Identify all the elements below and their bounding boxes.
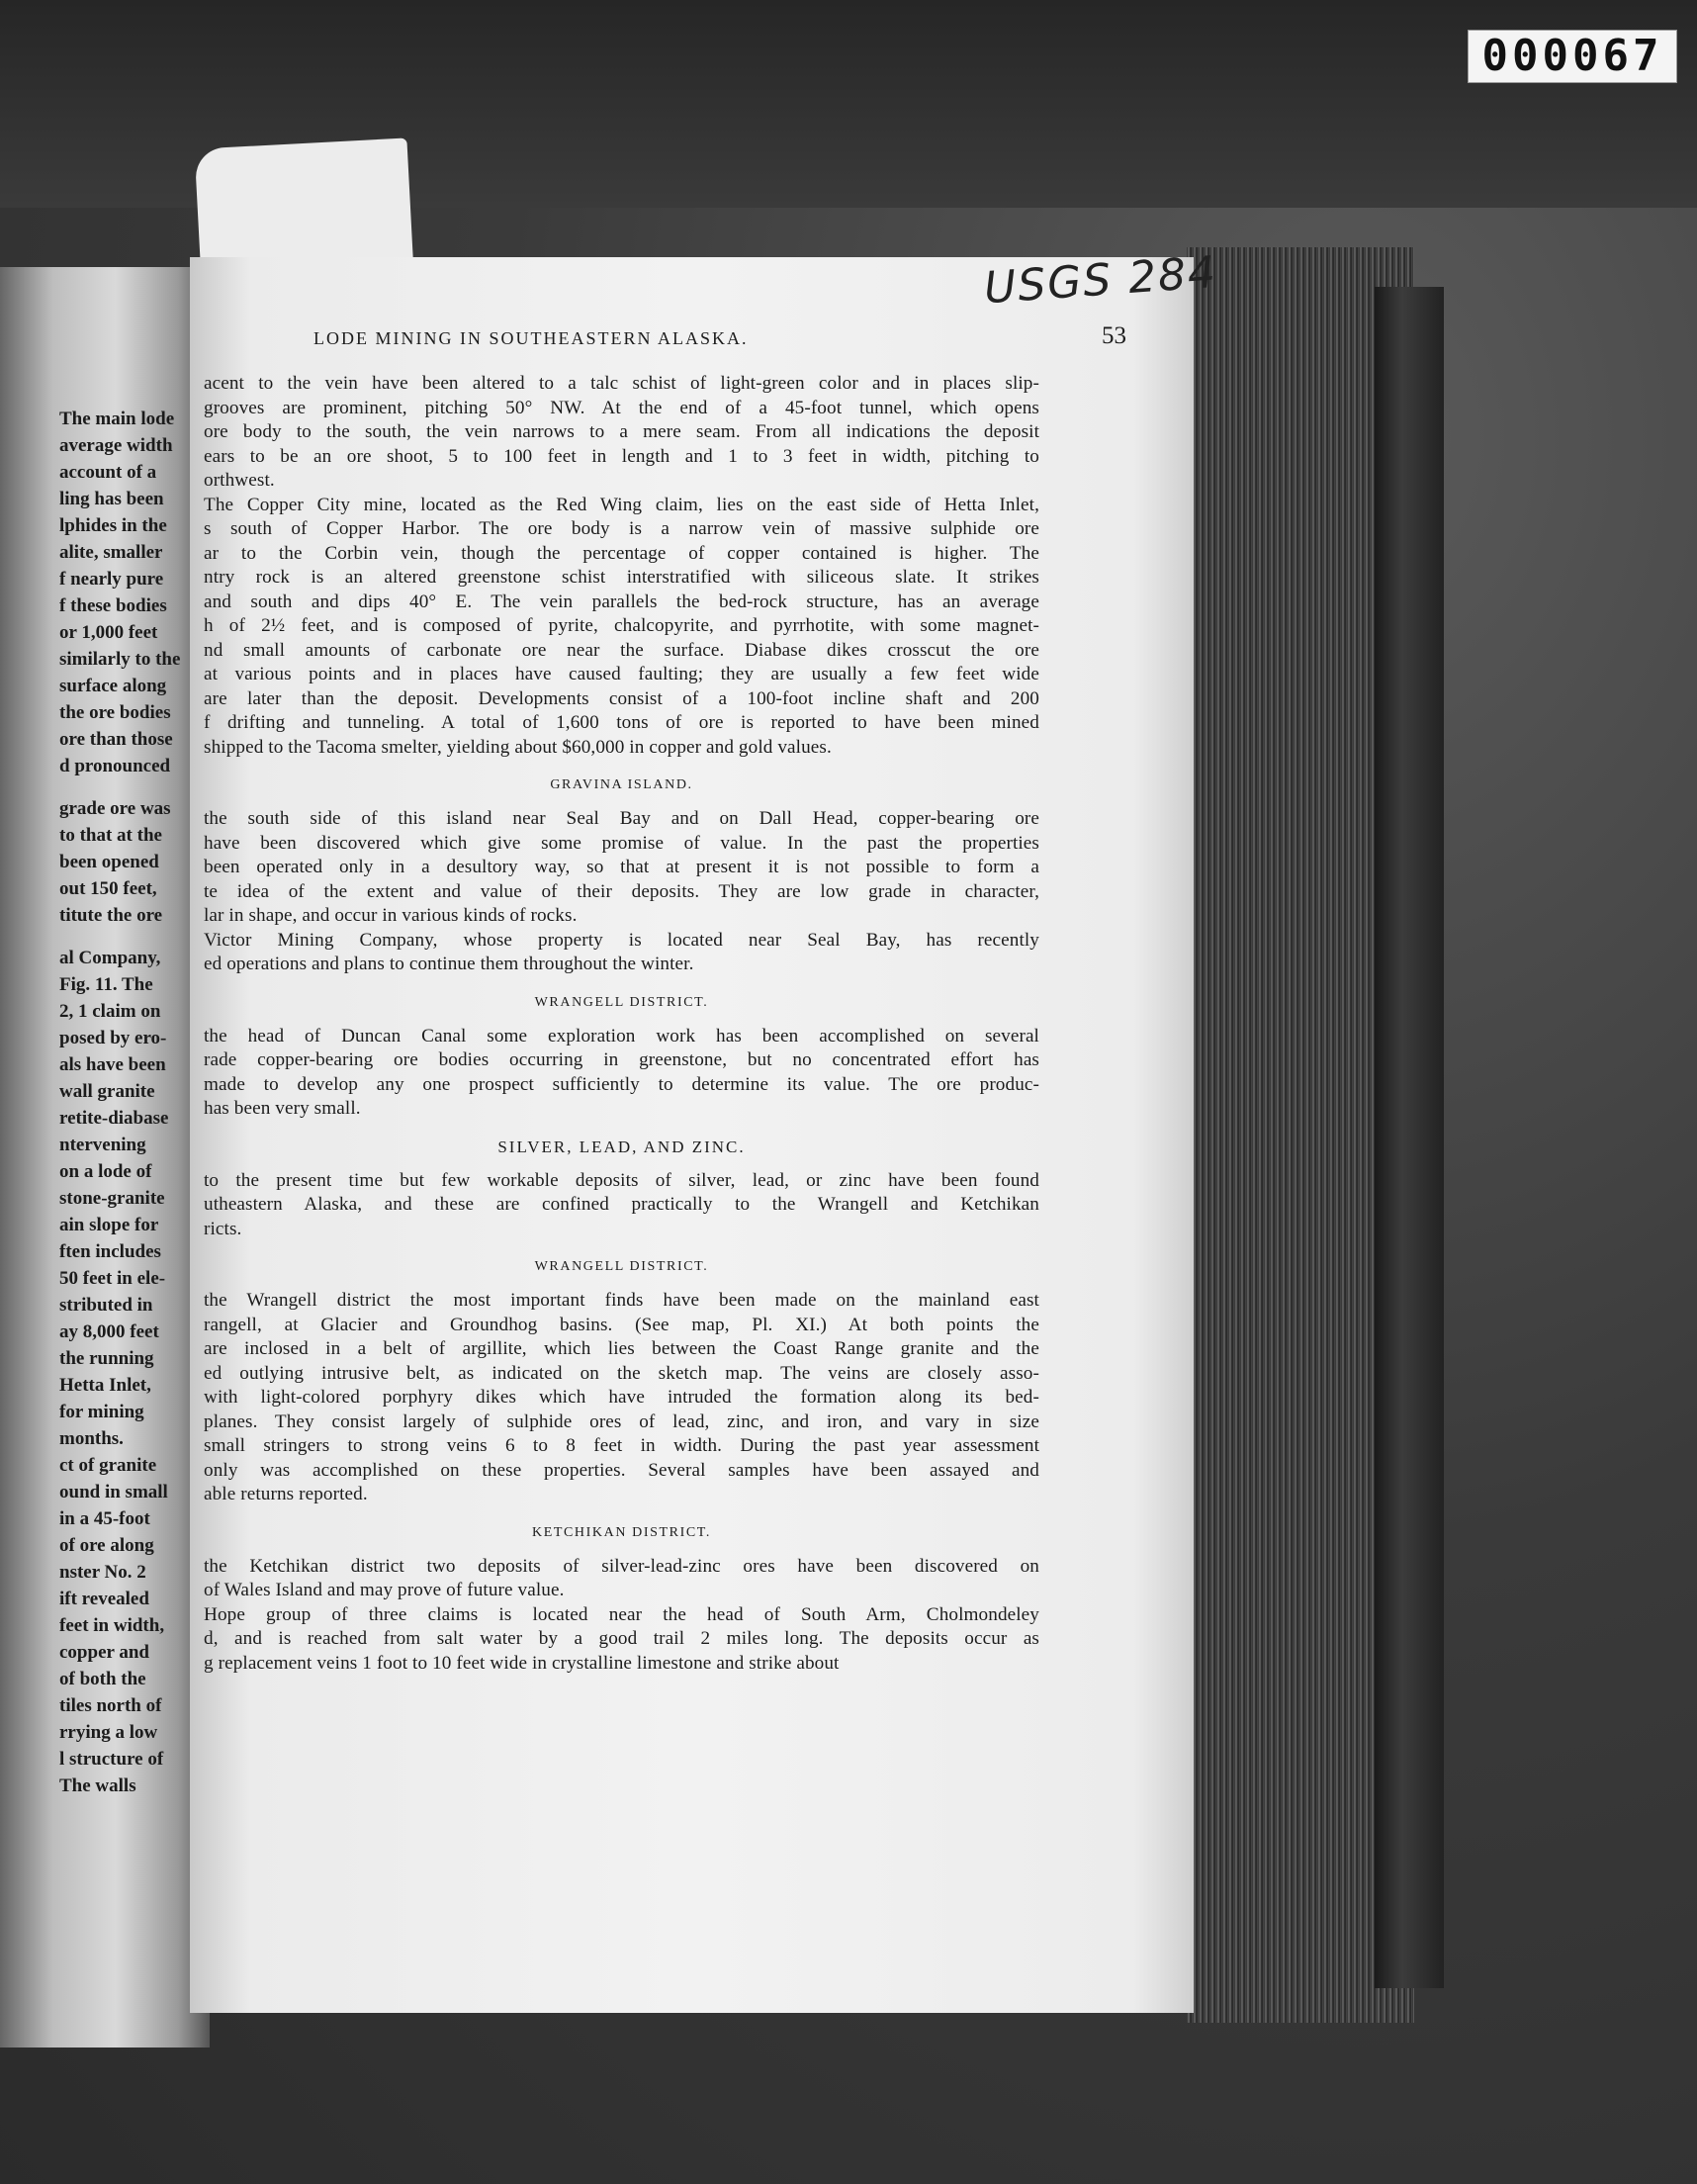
section-heading: WRANGELL DISTRICT. (534, 1259, 709, 1274)
facing-page-line: ntervening (59, 1135, 146, 1155)
facing-page-line: account of a (59, 462, 157, 483)
text-line: ed outlying intrusive belt, as indicated on the sketch map. The veins are closely asso- (204, 1362, 1039, 1384)
facing-page-line: for mining (59, 1402, 144, 1422)
facing-page-line: The main lode (59, 409, 175, 429)
text-line: small stringers to strong veins 6 to 8 feet in width. During the past year assessment (204, 1435, 1039, 1456)
facing-page-line: Hetta Inlet, (59, 1375, 151, 1396)
text-line: acent to the vein have been altered to a talc schist of light-green color and in places slip- (204, 373, 1039, 394)
text-line: planes. They consist largely of sulphide ores of lead, zinc, and iron, and vary in size (204, 1410, 1039, 1432)
facing-page-line: ct of granite (59, 1455, 157, 1476)
facing-page-line: been opened (59, 852, 159, 872)
text-line: te idea of the extent and value of their deposits. They are low grade in character, (204, 880, 1039, 902)
facing-page-line: l structure of (59, 1749, 164, 1770)
facing-page-line: wall granite (59, 1081, 155, 1102)
facing-page-line: in a 45-foot (59, 1508, 150, 1529)
text-line: ore body to the south, the vein narrows to a mere seam. From all indications the deposit (204, 421, 1039, 442)
facing-page-line: average width (59, 435, 173, 456)
facing-page-line: copper and (59, 1642, 149, 1663)
facing-page-line: ling has been (59, 489, 164, 509)
facing-page-line: stributed in (59, 1295, 153, 1316)
text-line: s south of Copper Harbor. The ore body is a narrow vein of massive sulphide ore (204, 518, 1039, 539)
facing-page-line: rrying a low (59, 1722, 158, 1743)
facing-page-line: grade ore was (59, 798, 171, 819)
facing-page-line: The walls (59, 1775, 136, 1796)
facing-page-line: ay 8,000 feet (59, 1321, 159, 1342)
facing-page-line: the ore bodies (59, 702, 171, 723)
text-line: utheastern Alaska, and these are confined practically to the Wrangell and Ketchikan (204, 1194, 1039, 1215)
text-line: nd small amounts of carbonate ore near the surface. Diabase dikes crosscut the ore (204, 639, 1039, 661)
facing-page-line: months. (59, 1428, 124, 1449)
text-line: able returns reported. (204, 1484, 368, 1504)
facing-page-line: posed by ero- (59, 1028, 167, 1048)
text-line: rade copper-bearing ore bodies occurring in greenstone, but no concentrated effort has (204, 1049, 1039, 1070)
facing-page-line: of ore along (59, 1535, 154, 1556)
facing-page-line: ift revealed (59, 1589, 149, 1609)
text-line: ricts. (204, 1218, 242, 1239)
facing-page-line: ften includes (59, 1241, 161, 1262)
text-line: with light-colored porphyry dikes which have intruded the formation along its bed- (204, 1387, 1039, 1408)
text-line: shipped to the Tacoma smelter, yielding about $60,000 in copper and gold values. (204, 736, 832, 758)
facing-page-line: ain slope for (59, 1215, 159, 1235)
facing-page-line: surface along (59, 676, 167, 696)
archive-stamp: 000067 (1468, 30, 1677, 83)
facing-page-line: ound in small (59, 1482, 168, 1502)
text-line: rangell, at Glacier and Groundhog basins. (See map, Pl. XI.) At both points the (204, 1314, 1039, 1335)
text-line: g replacement veins 1 foot to 10 feet wide in crystalline limestone and strike about (204, 1652, 840, 1674)
text-line: only was accomplished on these properties. Several samples have been assayed and (204, 1459, 1039, 1481)
facing-page-line: d pronounced (59, 756, 171, 776)
text-line: the Wrangell district the most important finds have been made on the mainland east (204, 1290, 1039, 1311)
section-heading: KETCHIKAN DISTRICT. (531, 1524, 712, 1540)
text-line: of Wales Island and may prove of future value. (204, 1580, 565, 1600)
handwritten-note: USGS 284 (982, 246, 1219, 315)
facing-page-line: or 1,000 feet (59, 622, 158, 643)
text-line: at various points and in places have caused faulting; they are usually a few feet wide (204, 664, 1039, 684)
facing-page-text (59, 406, 208, 1799)
running-title: LODE MINING IN SOUTHEASTERN ALASKA. (313, 328, 749, 348)
facing-page-line: f nearly pure (59, 569, 164, 590)
text-line: ears to be an ore shoot, 5 to 100 feet in length and 1 to 3 feet in width, pitching to (204, 445, 1039, 467)
text-line: Hope group of three claims is located near the head of South Arm, Cholmondeley (204, 1603, 1039, 1625)
text-line: to the present time but few workable deposits of silver, lead, or zinc have been found (204, 1169, 1039, 1191)
page-body (204, 372, 1039, 1994)
facing-page-line: out 150 feet, (59, 878, 157, 899)
text-line: grooves are prominent, pitching 50° NW. At the end of a 45-foot tunnel, which opens (204, 397, 1039, 418)
facing-page-line: tiles north of (59, 1695, 162, 1716)
section-heading: WRANGELL DISTRICT. (534, 994, 709, 1010)
facing-page-line: Fig. 11. The (59, 974, 153, 995)
facing-page-line: alite, smaller (59, 542, 163, 563)
text-line: ar to the Corbin vein, though the percentage of copper contained is higher. The (204, 542, 1039, 564)
text-line: h of 2½ feet, and is composed of pyrite, chalcopyrite, and pyrrhotite, with some magnet- (204, 615, 1039, 636)
facing-page-line: stone-granite (59, 1188, 165, 1209)
text-line: are inclosed in a belt of argillite, which lies between the Coast Range granite and the (204, 1338, 1039, 1359)
text-line: been operated only in a desultory way, so that at present it is not possible to form a (204, 857, 1039, 877)
text-line: the head of Duncan Canal some exploration work has been accomplished on several (204, 1025, 1039, 1046)
section-heading: GRAVINA ISLAND. (550, 777, 693, 792)
text-line: d, and is reached from salt water by a good trail 2 miles long. The deposits occur as (204, 1628, 1039, 1649)
text-line: have been discovered which give some promise of value. In the past the properties (204, 832, 1039, 854)
text-line: The Copper City mine, located as the Red Wing claim, lies on the east side of Hetta Inlet, (204, 494, 1039, 515)
text-line: the Ketchikan district two deposits of silver-lead-zinc ores have been discovered on (204, 1555, 1039, 1577)
facing-page-edge (0, 267, 210, 2048)
facing-page-line: ore than those (59, 729, 173, 750)
text-line: the south side of this island near Seal Bay and on Dall Head, copper-bearing ore (204, 808, 1039, 829)
facing-page-line: f these bodies (59, 595, 167, 616)
facing-page-line: retite-diabase (59, 1108, 169, 1129)
facing-page-line: the running (59, 1348, 154, 1369)
facing-page-line: similarly to the (59, 649, 181, 670)
running-head (313, 322, 1144, 362)
facing-page-line: of both the (59, 1669, 146, 1689)
facing-page-line: als have been (59, 1054, 166, 1075)
book-cover-edge (1375, 287, 1444, 1988)
facing-page-line: to that at the (59, 825, 162, 846)
text-line: made to develop any one prospect sufficiently to determine its value. The ore produc- (204, 1073, 1039, 1095)
text-line: Victor Mining Company, whose property is located near Seal Bay, has recently (204, 929, 1039, 951)
text-line: and south and dips 40° E. The vein parallels the bed-rock structure, has an average (204, 591, 1039, 612)
book-page (190, 257, 1194, 2013)
text-line: f drifting and tunneling. A total of 1,600 tons of ore is reported to have been mined (204, 712, 1039, 733)
text-line: lar in shape, and occur in various kinds of rocks. (204, 905, 578, 926)
page-number: 53 (1102, 322, 1126, 349)
facing-page-line: lphides in the (59, 515, 167, 536)
section-heading: SILVER, LEAD, AND ZINC. (497, 1137, 746, 1156)
text-line: are later than the deposit. Developments consist of a 100-foot incline shaft and 200 (204, 687, 1039, 709)
facing-page-line: nster No. 2 (59, 1562, 146, 1583)
facing-page-line: 50 feet in ele- (59, 1268, 166, 1289)
facing-page-line: 2, 1 claim on (59, 1001, 161, 1022)
facing-page-line: al Company, (59, 948, 161, 968)
text-line: ntry rock is an altered greenstone schist interstratified with siliceous slate. It strikes (204, 567, 1039, 588)
text-line: ed operations and plans to continue them throughout the winter. (204, 954, 694, 974)
text-line: has been very small. (204, 1098, 361, 1119)
facing-page-line: feet in width, (59, 1615, 165, 1636)
facing-page-line: titute the ore (59, 905, 163, 926)
text-line: orthwest. (204, 470, 275, 491)
facing-page-line: on a lode of (59, 1161, 152, 1182)
